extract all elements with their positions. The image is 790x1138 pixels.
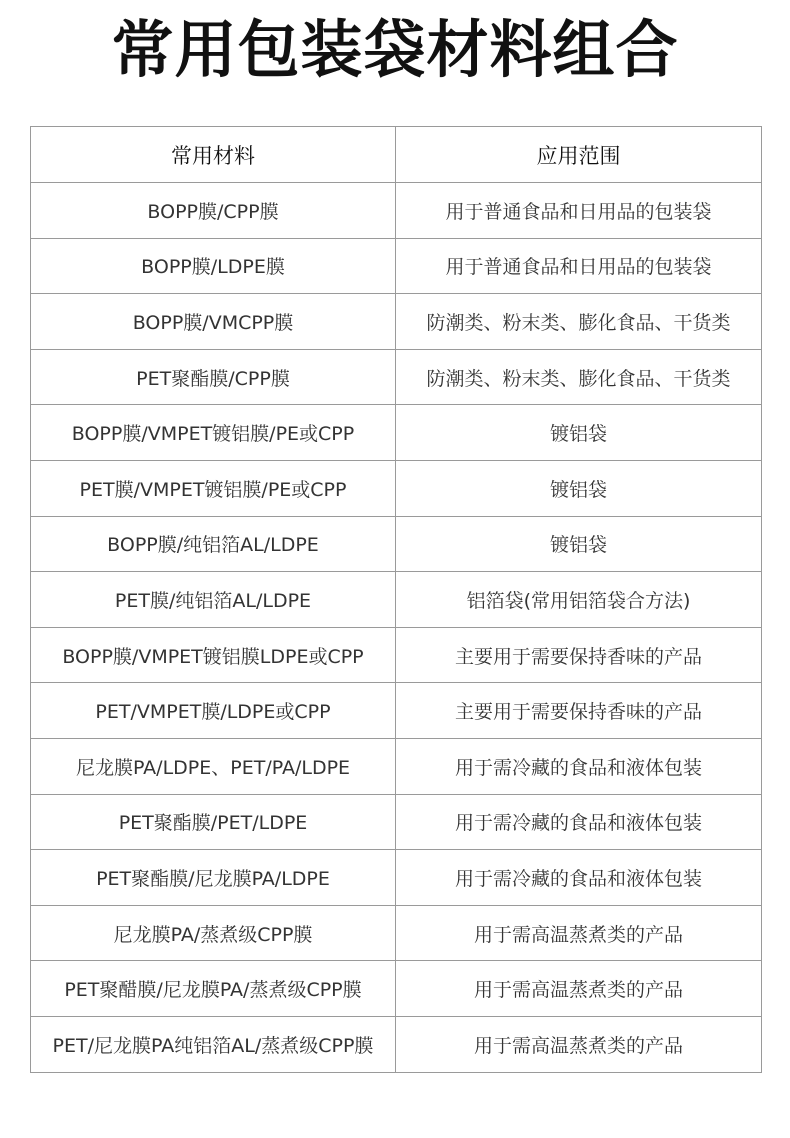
- material-cell: PET/VMPET膜/LDPE或CPP: [31, 683, 396, 739]
- application-cell: 镀铝袋: [396, 460, 762, 516]
- table-row: [31, 349, 762, 405]
- material-cell: BOPP膜/LDPE膜: [31, 238, 396, 294]
- application-cell: 用于普通食品和日用品的包装袋: [396, 183, 762, 239]
- table-row: [31, 738, 762, 794]
- application-cell: 用于需高温蒸煮类的产品: [396, 905, 762, 961]
- application-cell: 防潮类、粉末类、膨化食品、干货类: [396, 294, 762, 350]
- table-row: [31, 572, 762, 628]
- header-application: 应用范围: [396, 127, 762, 183]
- material-cell: BOPP膜/VMPET镀铝膜LDPE或CPP: [31, 627, 396, 683]
- table-body: [31, 183, 762, 1073]
- material-cell: BOPP膜/VMCPP膜: [31, 294, 396, 350]
- table-row: [31, 238, 762, 294]
- application-cell: 镀铝袋: [396, 516, 762, 572]
- application-cell: 用于需冷藏的食品和液体包装: [396, 850, 762, 906]
- material-cell: BOPP膜/纯铝箔AL/LDPE: [31, 516, 396, 572]
- header-material: 常用材料: [31, 127, 396, 183]
- table-row: [31, 905, 762, 961]
- header-row: [31, 127, 762, 183]
- material-cell: PET膜/纯铝箔AL/LDPE: [31, 572, 396, 628]
- application-cell: 主要用于需要保持香味的产品: [396, 627, 762, 683]
- application-cell: 用于普通食品和日用品的包装袋: [396, 238, 762, 294]
- material-cell: 尼龙膜PA/蒸煮级CPP膜: [31, 905, 396, 961]
- material-cell: PET膜/VMPET镀铝膜/PE或CPP: [31, 460, 396, 516]
- table-row: [31, 627, 762, 683]
- application-cell: 用于需高温蒸煮类的产品: [396, 1016, 762, 1072]
- table-row: [31, 405, 762, 461]
- table-row: [31, 460, 762, 516]
- table-row: [31, 683, 762, 739]
- application-cell: 铝箔袋(常用铝箔袋合方法): [396, 572, 762, 628]
- material-cell: PET聚醋膜/尼龙膜PA/蒸煮级CPP膜: [31, 961, 396, 1017]
- material-cell: BOPP膜/CPP膜: [31, 183, 396, 239]
- material-cell: 尼龙膜PA/LDPE、PET/PA/LDPE: [31, 738, 396, 794]
- table-header: [31, 127, 762, 183]
- application-cell: 镀铝袋: [396, 405, 762, 461]
- application-cell: 主要用于需要保持香味的产品: [396, 683, 762, 739]
- table-row: [31, 183, 762, 239]
- material-cell: PET/尼龙膜PA纯铝箔AL/蒸煮级CPP膜: [31, 1016, 396, 1072]
- application-cell: 防潮类、粉末类、膨化食品、干货类: [396, 349, 762, 405]
- material-cell: BOPP膜/VMPET镀铝膜/PE或CPP: [31, 405, 396, 461]
- table-row: [31, 850, 762, 906]
- application-cell: 用于需冷藏的食品和液体包装: [396, 738, 762, 794]
- material-cell: PET聚酯膜/尼龙膜PA/LDPE: [31, 850, 396, 906]
- table-row: [31, 516, 762, 572]
- table-row: [31, 794, 762, 850]
- material-cell: PET聚酯膜/PET/LDPE: [31, 794, 396, 850]
- materials-table: [30, 126, 762, 1073]
- table-row: [31, 961, 762, 1017]
- table-row: [31, 294, 762, 350]
- material-cell: PET聚酯膜/CPP膜: [31, 349, 396, 405]
- page-title: 常用包装袋材料组合: [111, 13, 679, 86]
- application-cell: 用于需高温蒸煮类的产品: [396, 961, 762, 1017]
- application-cell: 用于需冷藏的食品和液体包装: [396, 794, 762, 850]
- table-row: [31, 1016, 762, 1072]
